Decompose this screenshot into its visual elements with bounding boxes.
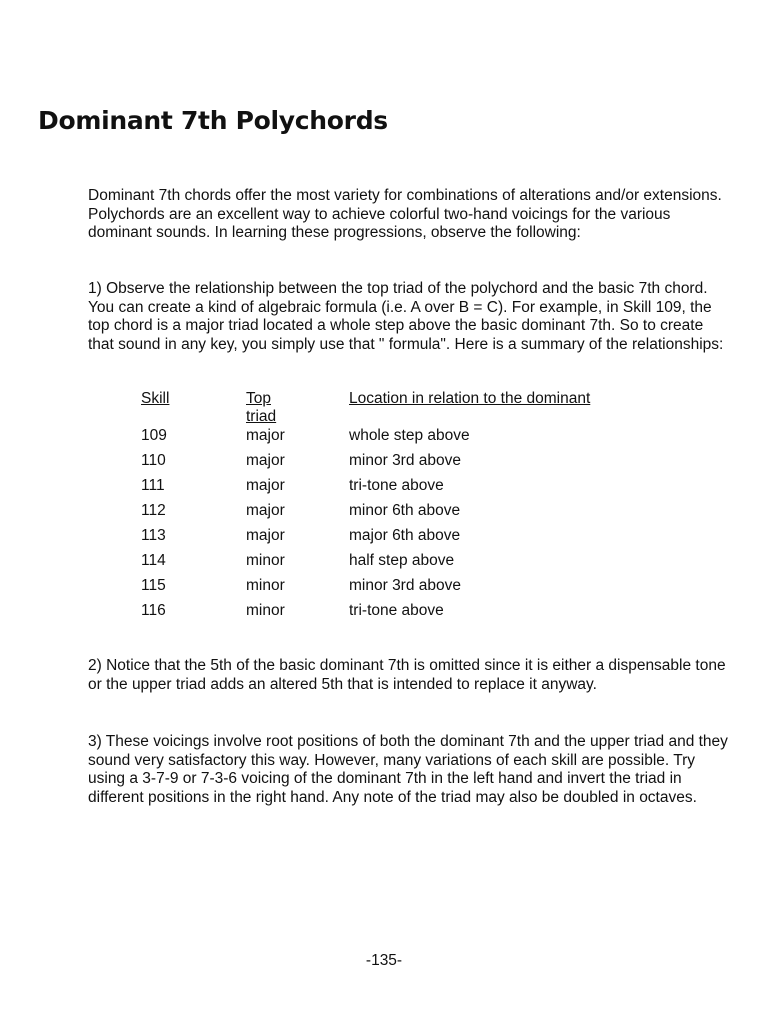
point-3-paragraph: 3) These voicings involve root positions of both the dominant 7th and the upper triad and they sound very satisfactory this way. However, many variations of each skill are possible. Try using a 3-7-9 or 7-3-6 voicing of the dominant 7th in the left hand and invert the triad in different positions in the right hand. Any note of the triad may also be doubled in octaves. bbox=[88, 733, 728, 806]
header-location: Location in relation to the dominant bbox=[349, 390, 591, 407]
cell-skill: 114 bbox=[141, 552, 166, 569]
cell-skill: 113 bbox=[141, 527, 166, 544]
cell-skill: 116 bbox=[141, 602, 166, 619]
page-title: Dominant 7th Polychords bbox=[38, 106, 388, 135]
cell-triad: major bbox=[246, 452, 285, 469]
cell-location: major 6th above bbox=[349, 527, 461, 544]
header-skill: Skill bbox=[141, 390, 170, 407]
page-number: -135- bbox=[365, 952, 403, 969]
cell-location: minor 6th above bbox=[349, 502, 461, 519]
cell-skill: 115 bbox=[141, 577, 166, 594]
cell-triad: major bbox=[246, 502, 285, 519]
cell-skill: 110 bbox=[141, 452, 166, 469]
cell-triad: minor bbox=[246, 602, 285, 619]
header-top-triad: Top triad bbox=[246, 390, 277, 425]
cell-location: tri-tone above bbox=[349, 602, 444, 619]
point-1-paragraph: 1) Observe the relationship between the top triad of the polychord and the basic 7th chord. You can create a kind of algebraic formula (i.e. A over B = C). For example, in Skill 109, the top chord is a major triad located a whole step above the basic dominant 7th. So to create that sound in any key, you simply use that " formula". Here is a summary of the relationships: bbox=[88, 280, 724, 353]
cell-skill: 111 bbox=[141, 477, 165, 494]
cell-location: whole step above bbox=[349, 427, 470, 444]
cell-location: minor 3rd above bbox=[349, 577, 462, 594]
cell-location: half step above bbox=[349, 552, 455, 569]
cell-triad: major bbox=[246, 477, 285, 494]
cell-location: tri-tone above bbox=[349, 477, 444, 494]
cell-triad: minor bbox=[246, 577, 285, 594]
cell-triad: minor bbox=[246, 552, 285, 569]
cell-skill: 112 bbox=[141, 502, 166, 519]
cell-skill: 109 bbox=[141, 427, 167, 444]
point-2-paragraph: 2) Notice that the 5th of the basic dominant 7th is omitted since it is either a dispensable tone or the upper triad adds an altered 5th that is intended to replace it anyway. bbox=[88, 657, 726, 693]
intro-paragraph: Dominant 7th chords offer the most variety for combinations of alterations and/or extensions. Polychords are an excellent way to achieve colorful two-hand voicings for the various dominant sounds. In learning these progressions, observe the following: bbox=[88, 187, 722, 241]
cell-triad: major bbox=[246, 427, 285, 444]
cell-triad: major bbox=[246, 527, 285, 544]
cell-location: minor 3rd above bbox=[349, 452, 462, 469]
